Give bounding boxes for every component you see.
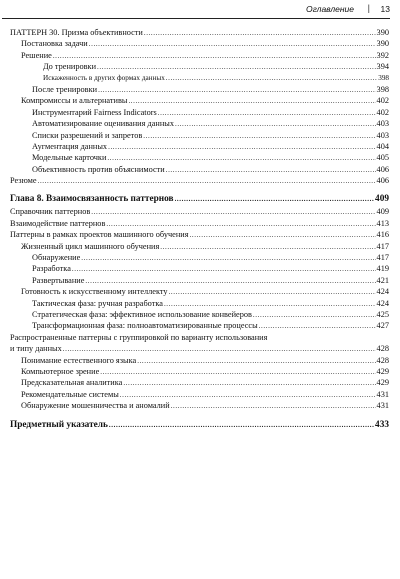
toc-entry-page: 419 <box>376 264 389 274</box>
toc-entry-title: Обнаружение мошенничества и аномалий <box>21 401 170 411</box>
toc-entry-page: 429 <box>376 378 389 388</box>
toc-entry-page: 433 <box>375 419 389 430</box>
toc-entry-title: Тактическая фаза: ручная разработка <box>32 298 163 308</box>
toc-entry[interactable] <box>10 275 389 286</box>
header-rule <box>2 18 390 19</box>
toc-entry-title: Стратегическая фаза: эффективное использование конвейеров <box>32 309 252 319</box>
toc-chapter-entry[interactable] <box>10 193 389 206</box>
toc-entry[interactable] <box>10 241 389 252</box>
toc-entry-page: 416 <box>376 230 389 240</box>
toc-entry-page: 390 <box>376 28 389 37</box>
page-number: 13 <box>380 4 390 14</box>
toc-entry-title: Предсказательная аналитика <box>21 378 123 388</box>
toc-entry-title: Инструментарий Fairness Indicators <box>32 107 157 117</box>
toc-entry-title: ПАТТЕРН 30. Призма объективности <box>10 28 143 37</box>
toc-entry-title: Аугментация данных <box>32 141 108 151</box>
toc-entry-page: 428 <box>376 344 389 354</box>
toc-entry-title: Компромиссы и альтернативы <box>21 96 128 106</box>
toc-entry-page: 409 <box>375 194 389 205</box>
toc-entry-page: 402 <box>376 96 389 106</box>
toc-entry-title: Готовность к искусственному интеллекту <box>21 287 168 297</box>
toc-entry[interactable] <box>10 320 389 331</box>
toc-entry-title: Автоматизирование оценивания данных <box>32 119 174 129</box>
toc-entry-page: 431 <box>376 389 389 399</box>
toc-entry-page: 392 <box>376 50 389 60</box>
table-of-contents <box>10 27 389 432</box>
toc-entry-title: После тренировки <box>32 84 98 94</box>
toc-entry-title: Обнаружение <box>32 253 81 263</box>
toc-entry-page: 405 <box>376 153 389 163</box>
toc-chapter-entry[interactable] <box>10 419 389 432</box>
toc-entry[interactable] <box>10 229 389 240</box>
toc-entry[interactable] <box>10 130 389 141</box>
toc-entry-page: 425 <box>376 309 389 319</box>
toc-entry-title: Компьютерное зрение <box>21 366 100 376</box>
dot-leader <box>109 419 374 432</box>
toc-entry[interactable] <box>10 263 389 274</box>
toc-entry-page: 421 <box>376 275 389 285</box>
toc-entry-title: Развертывание <box>32 275 85 285</box>
page-header <box>0 0 400 20</box>
toc-entry-title: Понимание естественного языка <box>21 355 137 365</box>
dot-leader <box>175 193 375 206</box>
toc-entry-title: Модельные карточки <box>32 153 107 163</box>
toc-entry[interactable] <box>10 38 389 49</box>
toc-entry[interactable] <box>10 206 389 217</box>
toc-entry-page: 424 <box>376 287 389 297</box>
toc-entry-title: Искаженность в других формах данных <box>43 73 165 82</box>
toc-entry-title: Списки разрешений и запретов <box>32 130 143 140</box>
toc-entry-title: Объективность против объяснимости <box>32 164 165 174</box>
dot-leader <box>171 400 376 412</box>
toc-entry-page: 429 <box>376 366 389 376</box>
header-separator: | <box>367 3 370 13</box>
toc-entry-page: 431 <box>376 401 389 411</box>
toc-entry-page: 398 <box>376 84 389 94</box>
toc-entry-title: Резюме <box>10 176 37 186</box>
toc-entry[interactable] <box>10 50 389 61</box>
toc-entry[interactable] <box>10 377 389 388</box>
toc-entry-page: 417 <box>376 253 389 263</box>
toc-entry-title: Предметный указатель <box>10 419 108 430</box>
toc-entry[interactable] <box>10 61 389 72</box>
toc-entry-title: Жизненный цикл машинного обучения <box>21 241 160 251</box>
toc-entry[interactable] <box>10 152 389 163</box>
toc-entry-title: и типу данных <box>10 344 62 354</box>
toc-entry[interactable] <box>10 218 389 229</box>
toc-entry-page: 390 <box>376 39 389 49</box>
toc-entry[interactable] <box>10 84 389 95</box>
running-title: Оглавление <box>305 4 354 14</box>
toc-entry[interactable] <box>10 355 389 366</box>
toc-entry-page: 404 <box>376 141 389 151</box>
toc-entry-page: 406 <box>376 164 389 174</box>
toc-entry[interactable] <box>10 73 389 84</box>
toc-entry-wrapped-line: Распространенные паттерны с группировкой по варианту использования <box>10 332 268 342</box>
toc-entry-page: 398 <box>378 73 389 82</box>
toc-spacer <box>10 186 389 193</box>
toc-entry[interactable] <box>10 141 389 152</box>
toc-entry-title: Разработка <box>32 264 71 274</box>
toc-entry-title: Решение <box>21 50 52 60</box>
toc-entry-page: 424 <box>376 298 389 308</box>
toc-entry[interactable] <box>10 343 389 354</box>
toc-entry-title: До тренировки <box>43 62 97 72</box>
toc-entry-title: Трансформационная фаза: полноавтоматизированные процессы <box>32 321 258 331</box>
toc-spacer <box>10 412 389 419</box>
toc-entry-page: 427 <box>376 321 389 331</box>
dot-leader <box>38 175 376 187</box>
dot-leader <box>166 73 377 84</box>
toc-entry-title: Справочник паттернов <box>10 207 91 217</box>
toc-entry-title: Рекомендательные системы <box>21 389 119 399</box>
toc-entry[interactable] <box>10 107 389 118</box>
toc-entry-page: 403 <box>376 119 389 129</box>
toc-entry-page: 417 <box>376 241 389 251</box>
dot-leader <box>259 320 376 332</box>
toc-entry[interactable] <box>10 118 389 129</box>
toc-entry-title: Взаимодействие паттернов <box>10 218 106 228</box>
toc-entry[interactable] <box>10 389 389 400</box>
toc-entry[interactable] <box>10 400 389 411</box>
toc-entry-page: 413 <box>376 218 389 228</box>
toc-entry[interactable] <box>10 164 389 175</box>
toc-entry-title: Постановка задачи <box>21 39 88 49</box>
toc-entry-page: 409 <box>376 207 389 217</box>
toc-entry[interactable] <box>10 366 389 377</box>
toc-entry[interactable] <box>10 298 389 309</box>
toc-entry-page: 394 <box>376 62 389 72</box>
toc-entry[interactable] <box>10 252 389 263</box>
toc-entry-page: 428 <box>376 355 389 365</box>
toc-entry[interactable] <box>10 286 389 297</box>
toc-entry-page: 406 <box>376 176 389 186</box>
toc-entry-title: Паттерны в рамках проектов машинного обучения <box>10 230 189 240</box>
toc-entry[interactable] <box>10 175 389 186</box>
toc-entry-title: Глава 8. Взаимосвязанность паттернов <box>10 194 174 205</box>
toc-entry[interactable] <box>10 27 389 38</box>
toc-entry-page: 403 <box>376 130 389 140</box>
toc-entry-page: 402 <box>376 107 389 117</box>
toc-entry[interactable] <box>10 95 389 106</box>
toc-entry[interactable] <box>10 309 389 320</box>
